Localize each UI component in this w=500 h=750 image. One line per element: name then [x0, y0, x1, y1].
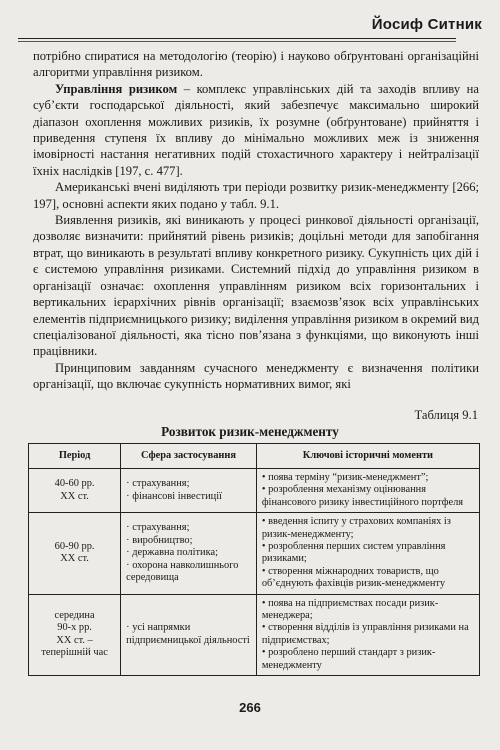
cell-line: • розроблення механізму оцінювання фінансового ризику інвестиційного портфеля — [261, 484, 464, 508]
period-cell — [29, 594, 121, 675]
body-text — [33, 48, 479, 393]
table-title: Розвиток ризик-менеджменту — [161, 424, 339, 439]
period-cell — [29, 469, 121, 513]
header-moments: Ключові історичні моменти — [256, 444, 479, 469]
header-sphere: Сфера застосування — [121, 444, 257, 469]
running-header — [0, 12, 500, 46]
cell-line: • введення іспиту у страхових компаніях із ризик-менеджменту; — [261, 516, 451, 540]
cell-line: 60-90 рр. — [54, 541, 95, 553]
paragraph: потрібно спиратися на методологію (теорію) і науково обґрунтовані організаційні алгоритми управління ризиком. — [33, 49, 479, 80]
page-number: 266 — [239, 700, 261, 715]
paragraph-definition — [33, 81, 479, 179]
cell-line: 40-60 рр. — [54, 478, 95, 490]
cell-line: • поява на підприємствах посади ризик-менеджера; — [261, 597, 439, 622]
table-row — [29, 513, 480, 594]
header-author: Йосиф Ситник — [366, 16, 482, 33]
moments-cell — [256, 469, 479, 513]
table-header-row — [29, 444, 480, 469]
cell-line: XX ст. – — [56, 634, 93, 646]
cell-line: XX ст. — [60, 553, 89, 565]
table-row — [29, 594, 480, 675]
cell-line: теперішній час — [41, 647, 108, 659]
cell-line: • поява терміну “ризик-менеджмент”; — [261, 472, 429, 483]
table-label: Таблиця 9.1 — [414, 408, 478, 422]
cell-line: • створення міжнародних товариств, що об’єднують фахівців ризик-менеджменту — [261, 565, 446, 590]
cell-line: середина — [54, 610, 95, 622]
moments-cell — [256, 513, 479, 594]
paragraph: Виявлення ризиків, які виникають у процесі ринкової діяльності організації, дозволяє визначити: прийнятий рівень ризиків; доцільні методи для запобігання втрат, що виникають в результаті впливу конкретного ризику. Сукупність цих дій і є системою управління ризиками. Системний підхід до управління ризиком в організації означає: охоплення управлінням ризиком всіх горизонтальних і вертикальних ієрархічних рівнів організації; взаємозв’язок всіх управлінських елементів підприємницького ризику; виділення управління ризиком в окремий вид спеціалізованої діяльності, яка тісно пов’язана з функціями, що виконують інші працівники. — [33, 213, 479, 359]
table-row — [29, 469, 480, 513]
cell-line: · страхування; — [126, 478, 190, 490]
cell-line: • створення відділів із управління ризиками на підприємствах; — [261, 622, 469, 646]
cell-line: · виробництво; — [126, 534, 193, 546]
sphere-cell — [121, 513, 257, 594]
period-cell — [29, 513, 121, 594]
cell-line: XX ст. — [60, 490, 89, 502]
sphere-cell — [121, 594, 257, 675]
sphere-cell — [121, 469, 257, 513]
moments-cell — [256, 594, 479, 675]
cell-line: 90-х рр. — [57, 622, 92, 634]
header-rule — [18, 38, 456, 39]
cell-line: · охорона навколишнього середовища — [126, 559, 239, 584]
cell-line: · усі напрямки підприємницької діяльності — [126, 622, 250, 646]
cell-line: · фінансові інвестиції — [126, 490, 222, 502]
paragraph: Принциповим завданням сучасного менеджменту є визначення політики організації, що включає сукупність нормативних вимог, які — [33, 360, 479, 392]
cell-line: · державна політика; — [126, 547, 218, 559]
defined-term: Управління ризиком — [55, 81, 178, 96]
cell-line: • розроблення перших систем управління ризиками; — [261, 541, 446, 565]
risk-management-table — [28, 443, 480, 676]
cell-line: • розроблено перший стандарт з ризик-менеджменту — [261, 647, 436, 671]
definition-text: – комплекс управлінських дій та заходів впливу на суб’єкти господарської діяльності, який забезпечує максимально широкий діапазон охоплення можливих ризиків, їх розумне (обґрунтоване) прийняття і приведення ступеня їх впливу до мінімально можливих меж із зниження імовірності настання негативних подій стохастичного характеру і нейтралізації їхніх наслідків [197, с. 477]. — [33, 81, 480, 178]
header-rule-secondary — [18, 41, 456, 42]
header-period: Період — [29, 444, 121, 469]
paragraph: Американські вчені виділяють три періоди розвитку ризик-менеджменту [266; 197], основні аспекти яких подано у табл. 9.1. — [33, 180, 479, 211]
cell-line: · страхування; — [126, 522, 190, 534]
